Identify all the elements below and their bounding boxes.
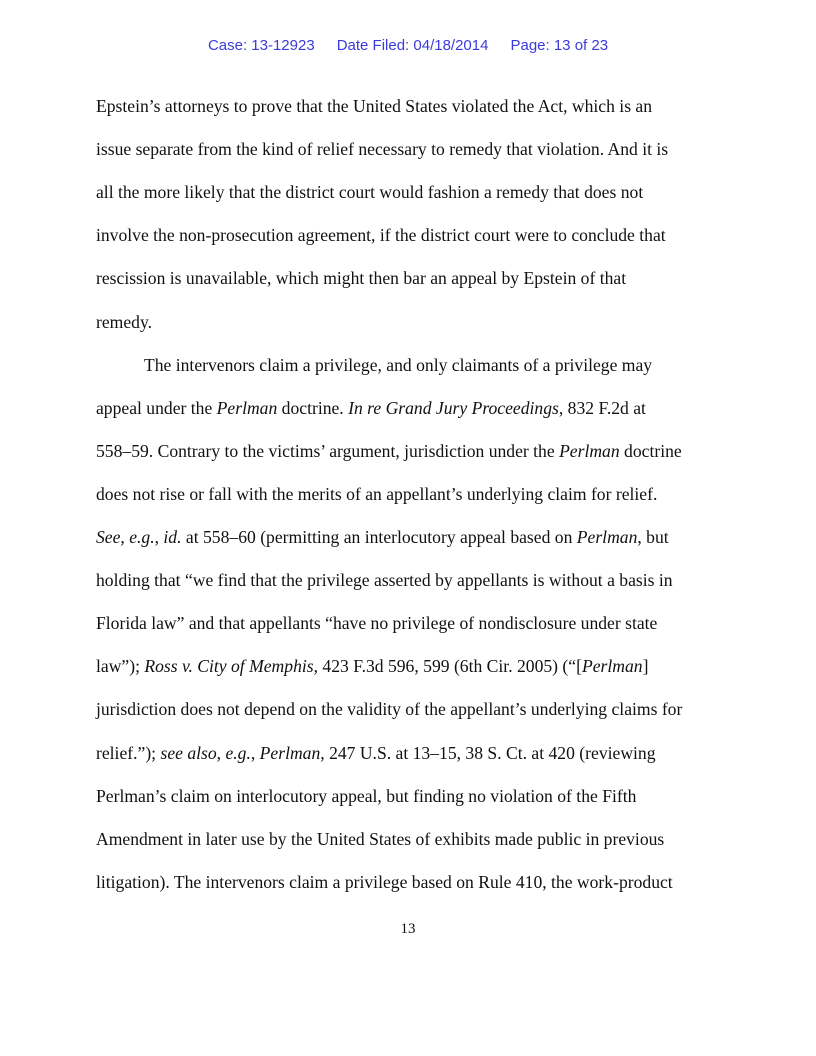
text-line (144, 354, 652, 376)
text-run: issue separate from the kind of relief necessary to remedy that violation. And it is (96, 139, 669, 160)
text-line (96, 742, 656, 764)
text-run: ] (642, 656, 649, 677)
text-run: doctrine. (277, 397, 349, 418)
text-line (96, 871, 673, 893)
text-run: Epstein’s attorneys to prove that the United States violated the Act, which is an (96, 96, 653, 116)
text-run: remedy. (96, 311, 153, 332)
text-line (96, 95, 652, 117)
italic-citation-text: In re Grand Jury Proceedings (348, 397, 559, 418)
text-line (96, 526, 669, 548)
text-line (96, 440, 682, 462)
text-run: at 558–60 (permitting an interlocutory appeal based on (181, 527, 577, 547)
italic-citation-text: Ross v. City of Memphis (144, 656, 314, 677)
date-filed: Date Filed: 04/18/2014 (336, 37, 489, 54)
text-run: law”); (96, 656, 145, 677)
text-run: Florida law” and that appellants “have no privilege of nondisclosure under state (96, 613, 658, 634)
italic-citation-text: See, e.g. (96, 527, 155, 547)
italic-citation-text: see also (160, 742, 217, 763)
text-line (96, 224, 666, 246)
italic-citation-text: Perlman (559, 440, 620, 461)
case-number: Case: 13-12923 (207, 37, 315, 54)
text-line (96, 397, 646, 419)
text-run: The intervenors claim a privilege, and only claimants of a privilege may (144, 354, 653, 375)
text-run: , (154, 527, 164, 547)
text-line (96, 311, 152, 333)
text-run: involve the non-prosecution agreement, if the district court were to conclude that (96, 225, 666, 246)
text-line (96, 785, 636, 807)
text-run: , (250, 742, 260, 763)
text-run: , (216, 742, 226, 763)
italic-citation-text: e.g. (225, 742, 251, 763)
text-line (96, 267, 626, 289)
text-run: holding that “we find that the privilege asserted by appellants is without a basis in (96, 570, 673, 591)
text-line (96, 612, 657, 634)
text-run: does not rise or fall with the merits of an appellant’s underlying claim for relief. (96, 483, 658, 504)
text-line (96, 655, 648, 677)
text-run: , 423 F.3d 596, 599 (6th Cir. 2005) (“[ (313, 656, 582, 677)
text-run: doctrine (619, 440, 682, 461)
text-run: appeal under the (96, 397, 217, 418)
text-line (96, 483, 657, 505)
page-number: 13 (400, 921, 416, 937)
text-run: all the more likely that the district court would fashion a remedy that does not (96, 182, 644, 203)
text-line (96, 181, 643, 203)
text-run: litigation). The intervenors claim a privilege based on Rule 410, the work-product (96, 871, 673, 892)
text-run: 558–59. Contrary to the victims’ argument, jurisdiction under the (96, 440, 560, 461)
case-header (0, 37, 816, 54)
italic-citation-text: Perlman (581, 656, 643, 677)
text-run: rescission is unavailable, which might then bar an appeal by Epstein of that (96, 268, 627, 289)
text-run: Amendment in later use by the United States of exhibits made public in previous (96, 828, 665, 849)
text-run: , but (637, 527, 669, 547)
italic-citation-text: Perlman (216, 397, 278, 418)
italic-citation-text: Perlman (576, 527, 638, 547)
italic-citation-text: Perlman (259, 742, 321, 763)
text-run: jurisdiction does not depend on the validity of the appellant’s underlying claims for (96, 699, 683, 720)
text-run: , 832 F.2d at (558, 397, 646, 418)
text-line (96, 138, 668, 160)
page-indicator: Page: 13 of 23 (510, 37, 609, 54)
text-line (96, 828, 664, 850)
text-line (96, 698, 682, 720)
text-run: Perlman’s claim on interlocutory appeal, but finding no violation of the Fifth (96, 785, 637, 806)
text-run: relief.”); (96, 742, 161, 763)
italic-citation-text: id. (163, 527, 182, 547)
text-run: , 247 U.S. at 13–15, 38 S. Ct. at 420 (reviewing (320, 742, 656, 763)
text-line (96, 569, 673, 591)
